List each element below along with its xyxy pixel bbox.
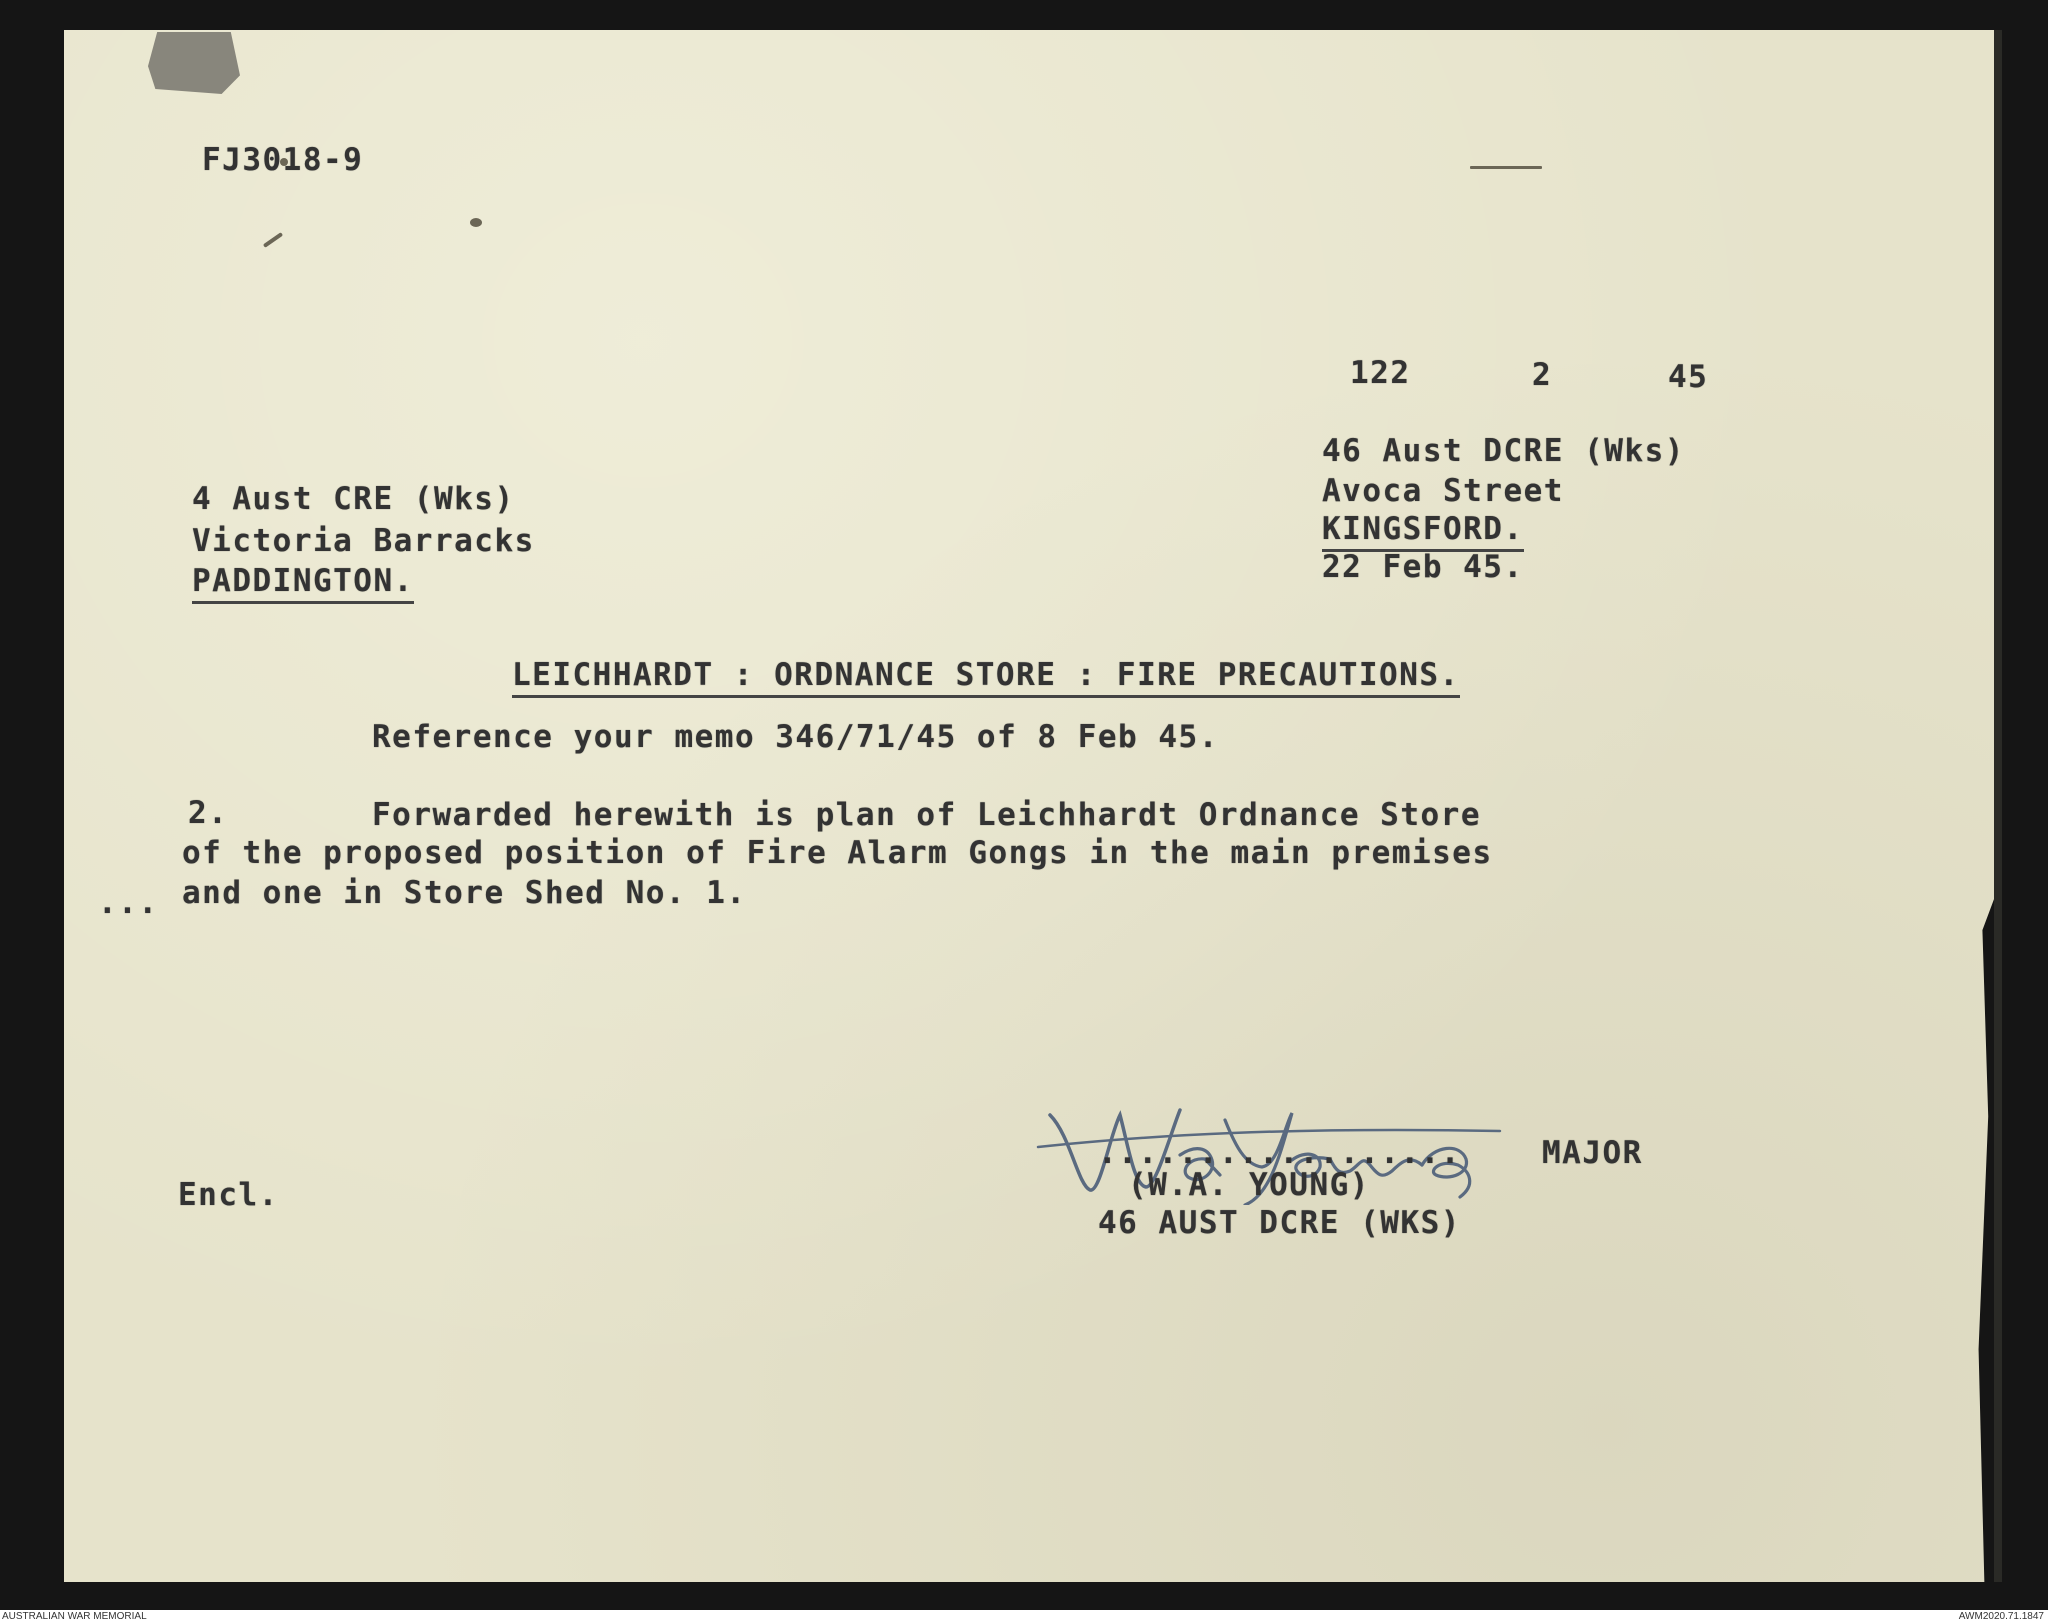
tape-mark — [148, 32, 240, 94]
letter-date: 22 Feb 45. — [1322, 549, 1524, 585]
signatory-unit: 46 AUST DCRE (WKS) — [1098, 1205, 1461, 1241]
recipient-town: PADDINGTON. — [192, 566, 414, 604]
sender-street: Avoca Street — [1322, 473, 1564, 509]
signature-dotted-line: .................. — [1098, 1135, 1461, 1171]
reference-number-c: 45 — [1668, 359, 1709, 395]
dash-mark — [1470, 166, 1542, 169]
sender-unit: 46 Aust DCRE (Wks) — [1322, 433, 1685, 469]
body-paragraph-1: Reference your memo 346/71/45 of 8 Feb 45. — [372, 719, 1219, 755]
punch-mark — [470, 218, 482, 227]
body-paragraph-2-line-2: of the proposed position of Fire Alarm Gongs in the main premises — [182, 835, 1493, 871]
enclosure-note: Encl. — [178, 1177, 279, 1213]
body-paragraph-2-line-1: Forwarded herewith is plan of Leichhardt Ordnance Store — [372, 797, 1481, 833]
signatory-name: (W.A. YOUNG) — [1128, 1167, 1370, 1203]
reference-number-b: 2 — [1532, 357, 1553, 393]
archive-footer — [0, 1610, 2048, 1623]
paragraph-number: 2. — [188, 795, 229, 831]
sender-town: KINGSFORD. — [1322, 514, 1524, 552]
archive-name: AUSTRALIAN WAR MEMORIAL — [2, 1611, 147, 1622]
signatory-rank: MAJOR — [1542, 1135, 1643, 1171]
recipient-unit: 4 Aust CRE (Wks) — [192, 481, 515, 517]
recipient-street: Victoria Barracks — [192, 523, 535, 559]
file-reference: FJ3018-9 — [202, 142, 364, 178]
archive-reference: AWM2020.71.1847 — [1958, 1611, 2044, 1622]
margin-dots: ... — [98, 885, 159, 921]
page-edge — [1994, 30, 2002, 1582]
reference-number-a: 122 — [1350, 355, 1411, 391]
subject-line: LEICHHARDT : ORDNANCE STORE : FIRE PRECAUTIONS. — [512, 660, 1460, 698]
body-paragraph-2-line-3: and one in Store Shed No. 1. — [182, 875, 747, 911]
